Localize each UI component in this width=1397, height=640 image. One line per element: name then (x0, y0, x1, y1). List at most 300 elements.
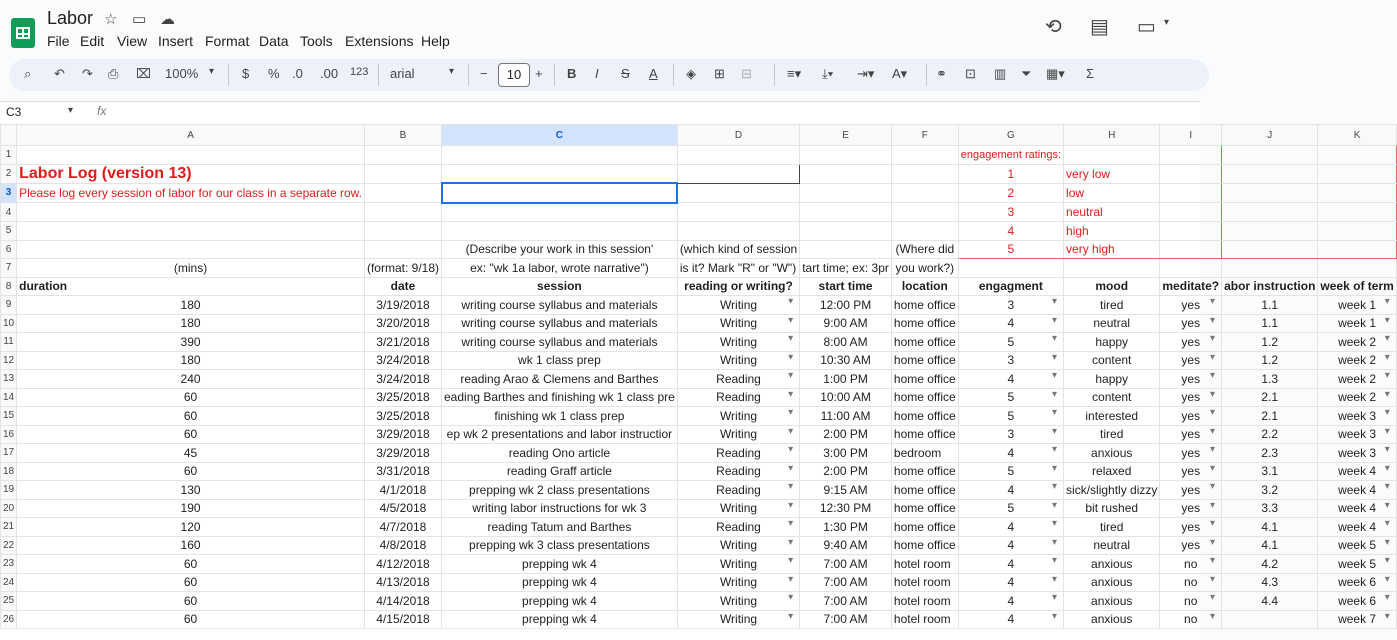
cell-f21[interactable]: home office (891, 518, 958, 537)
cell-e7[interactable]: tart time; ex: 3pr (800, 259, 892, 278)
cell-f22[interactable]: home office (891, 536, 958, 555)
zoom-chevron-icon[interactable]: ▾ (209, 66, 215, 77)
borders-icon[interactable]: ⊞ (714, 66, 725, 81)
cell-b25[interactable]: 4/14/2018 (364, 592, 441, 611)
menu-help[interactable]: Help (421, 33, 450, 49)
cell-g24[interactable]: 4 ▾ (958, 573, 1063, 592)
number-format-button[interactable]: 123 (350, 66, 369, 78)
cell-c15[interactable]: finishing wk 1 class prep (442, 407, 678, 426)
cell-i20[interactable]: yes ▾ (1160, 499, 1222, 518)
cell-b2[interactable] (364, 164, 441, 183)
cell-g10[interactable]: 4 ▾ (958, 314, 1063, 333)
cell-d5[interactable] (677, 222, 799, 241)
cell-j3[interactable] (1222, 183, 1318, 203)
cell-b12[interactable]: 3/24/2018 (364, 351, 441, 370)
cell-a16[interactable]: 60 (17, 425, 365, 444)
cell-k15[interactable]: week 3 ▾ (1318, 407, 1396, 426)
menu-insert[interactable]: Insert (158, 33, 194, 49)
cell-j24[interactable]: 4.3 (1222, 573, 1318, 592)
row-header[interactable]: 4 (1, 203, 17, 222)
cell-h14[interactable]: content (1064, 388, 1160, 407)
cell-j17[interactable]: 2.3 (1222, 444, 1318, 463)
cell-c3[interactable] (442, 183, 678, 203)
print-icon[interactable]: ⎙ (108, 66, 119, 81)
formula-input[interactable] (120, 104, 1190, 122)
name-box[interactable]: C3 (6, 105, 22, 119)
cell-j2[interactable] (1222, 164, 1318, 183)
cell-h8[interactable]: mood (1064, 277, 1160, 296)
cell-f15[interactable]: home office (891, 407, 958, 426)
cell-a25[interactable]: 60 (17, 592, 365, 611)
cell-h22[interactable]: neutral (1064, 536, 1160, 555)
cell-g22[interactable]: 4 ▾ (958, 536, 1063, 555)
cell-i3[interactable] (1160, 183, 1222, 203)
cell-d4[interactable] (677, 203, 799, 222)
cell-i7[interactable] (1160, 259, 1222, 278)
cell-a18[interactable]: 60 (17, 462, 365, 481)
cell-c5[interactable] (442, 222, 678, 241)
cell-j10[interactable]: 1.1 (1222, 314, 1318, 333)
cell-h18[interactable]: relaxed (1064, 462, 1160, 481)
row-header[interactable]: 10 (1, 314, 17, 333)
cell-k26[interactable]: week 7 ▾ (1318, 610, 1396, 629)
cell-a13[interactable]: 240 (17, 370, 365, 389)
row-header[interactable]: 8 (1, 277, 17, 296)
cell-f18[interactable]: home office (891, 462, 958, 481)
cell-e23[interactable]: 7:00 AM (800, 555, 892, 574)
cell-c9[interactable]: writing course syllabus and materials (442, 296, 678, 315)
cell-f25[interactable]: hotel room (891, 592, 958, 611)
cell-a15[interactable]: 60 (17, 407, 365, 426)
cell-j12[interactable]: 1.2 (1222, 351, 1318, 370)
cell-i22[interactable]: yes ▾ (1160, 536, 1222, 555)
cell-h13[interactable]: happy (1064, 370, 1160, 389)
cell-f8[interactable]: location (891, 277, 958, 296)
cell-h16[interactable]: tired (1064, 425, 1160, 444)
column-header-b[interactable]: B (364, 125, 441, 146)
menu-data[interactable]: Data (259, 33, 289, 49)
cell-f13[interactable]: home office (891, 370, 958, 389)
cell-b24[interactable]: 4/13/2018 (364, 573, 441, 592)
cell-d3[interactable] (677, 183, 799, 203)
text-color-icon[interactable]: A (649, 66, 658, 81)
cell-c18[interactable]: reading Graff article (442, 462, 678, 481)
row-header[interactable]: 6 (1, 240, 17, 259)
cell-i19[interactable]: yes ▾ (1160, 481, 1222, 500)
cell-g26[interactable]: 4 ▾ (958, 610, 1063, 629)
cell-e14[interactable]: 10:00 AM (800, 388, 892, 407)
cell-c24[interactable]: prepping wk 4 (442, 573, 678, 592)
cell-c10[interactable]: writing course syllabus and materials (442, 314, 678, 333)
cell-d24[interactable]: Writing ▾ (677, 573, 799, 592)
cell-g4[interactable]: 3 (958, 203, 1063, 222)
cell-h7[interactable] (1064, 259, 1160, 278)
name-box-chevron-icon[interactable]: ▾ (68, 105, 74, 116)
column-header-i[interactable]: I (1160, 125, 1222, 146)
cell-i14[interactable]: yes ▾ (1160, 388, 1222, 407)
cell-a8[interactable]: duration (17, 277, 365, 296)
increase-font-size-icon[interactable]: + (535, 66, 543, 81)
cell-b20[interactable]: 4/5/2018 (364, 499, 441, 518)
cell-a1[interactable] (17, 146, 365, 165)
cell-j7[interactable] (1222, 259, 1318, 278)
cell-d9[interactable]: Writing ▾ (677, 296, 799, 315)
redo-icon[interactable]: ↷ (82, 66, 93, 81)
row-header[interactable]: 19 (1, 481, 17, 500)
cell-k17[interactable]: week 3 ▾ (1318, 444, 1396, 463)
cell-h6[interactable]: very high (1064, 240, 1160, 259)
row-header[interactable]: 25 (1, 592, 17, 611)
font-select[interactable]: arial (390, 66, 415, 81)
cell-g19[interactable]: 4 ▾ (958, 481, 1063, 500)
cell-b19[interactable]: 4/1/2018 (364, 481, 441, 500)
cell-a14[interactable]: 60 (17, 388, 365, 407)
cell-c16[interactable]: ep wk 2 presentations and labor instructior (442, 425, 678, 444)
cell-j19[interactable]: 3.2 (1222, 481, 1318, 500)
column-header-c[interactable]: C (442, 125, 678, 146)
cell-j21[interactable]: 4.1 (1222, 518, 1318, 537)
row-header[interactable]: 12 (1, 351, 17, 370)
horizontal-align-icon[interactable]: ≡▾ (787, 66, 802, 81)
cell-h26[interactable]: anxious (1064, 610, 1160, 629)
cell-h10[interactable]: neutral (1064, 314, 1160, 333)
cell-d17[interactable]: Reading ▾ (677, 444, 799, 463)
sheets-logo-icon[interactable] (11, 18, 35, 48)
cell-a6[interactable] (17, 240, 365, 259)
cell-a26[interactable]: 60 (17, 610, 365, 629)
cell-d16[interactable]: Writing ▾ (677, 425, 799, 444)
cell-k2[interactable] (1318, 164, 1396, 183)
cell-b13[interactable]: 3/24/2018 (364, 370, 441, 389)
cell-j13[interactable]: 1.3 (1222, 370, 1318, 389)
cell-g8[interactable]: engagment (958, 277, 1063, 296)
cell-b4[interactable] (364, 203, 441, 222)
cell-g3[interactable]: 2 (958, 183, 1063, 203)
cell-j4[interactable] (1222, 203, 1318, 222)
cell-j18[interactable]: 3.1 (1222, 462, 1318, 481)
cell-d25[interactable]: Writing ▾ (677, 592, 799, 611)
cell-h20[interactable]: bit rushed (1064, 499, 1160, 518)
vertical-align-icon[interactable]: ⤓▾ (822, 66, 834, 81)
cell-k5[interactable] (1318, 222, 1396, 241)
cell-b8[interactable]: date (364, 277, 441, 296)
cell-e13[interactable]: 1:00 PM (800, 370, 892, 389)
cell-g7[interactable] (958, 259, 1063, 278)
cell-c20[interactable]: writing labor instructions for wk 3 (442, 499, 678, 518)
cell-g11[interactable]: 5 ▾ (958, 333, 1063, 352)
cell-h2[interactable]: very low (1064, 164, 1160, 183)
cell-e1[interactable] (800, 146, 892, 165)
cell-j16[interactable]: 2.2 (1222, 425, 1318, 444)
cell-k7[interactable] (1318, 259, 1396, 278)
cell-i23[interactable]: no ▾ (1160, 555, 1222, 574)
cell-i6[interactable] (1160, 240, 1222, 259)
cell-h21[interactable]: tired (1064, 518, 1160, 537)
cell-k6[interactable] (1318, 240, 1396, 259)
cell-k19[interactable]: week 4 ▾ (1318, 481, 1396, 500)
cell-k23[interactable]: week 5 ▾ (1318, 555, 1396, 574)
cell-e5[interactable] (800, 222, 892, 241)
cell-d22[interactable]: Writing ▾ (677, 536, 799, 555)
cell-g1[interactable]: engagement ratings: (958, 146, 1063, 165)
cell-e11[interactable]: 8:00 AM (800, 333, 892, 352)
cell-d13[interactable]: Reading ▾ (677, 370, 799, 389)
cell-k24[interactable]: week 6 ▾ (1318, 573, 1396, 592)
cell-j5[interactable] (1222, 222, 1318, 241)
cell-g25[interactable]: 4 ▾ (958, 592, 1063, 611)
menu-tools[interactable]: Tools (300, 33, 333, 49)
cell-a22[interactable]: 160 (17, 536, 365, 555)
cell-i16[interactable]: yes ▾ (1160, 425, 1222, 444)
cell-h25[interactable]: anxious (1064, 592, 1160, 611)
row-header[interactable]: 13 (1, 370, 17, 389)
history-icon[interactable]: ⟲ (1045, 16, 1062, 38)
cell-a9[interactable]: 180 (17, 296, 365, 315)
cell-b23[interactable]: 4/12/2018 (364, 555, 441, 574)
cell-g5[interactable]: 4 (958, 222, 1063, 241)
cell-d21[interactable]: Reading ▾ (677, 518, 799, 537)
cell-c19[interactable]: prepping wk 2 class presentations (442, 481, 678, 500)
cell-d18[interactable]: Reading ▾ (677, 462, 799, 481)
cell-j26[interactable] (1222, 610, 1318, 629)
cell-b14[interactable]: 3/25/2018 (364, 388, 441, 407)
star-icon[interactable]: ☆ (104, 11, 118, 28)
cell-e17[interactable]: 3:00 PM (800, 444, 892, 463)
cell-g2[interactable]: 1 (958, 164, 1063, 183)
cell-k20[interactable]: week 4 ▾ (1318, 499, 1396, 518)
cell-d12[interactable]: Writing ▾ (677, 351, 799, 370)
decrease-decimal-button[interactable]: .0 (292, 66, 303, 81)
cell-f3[interactable] (891, 183, 958, 203)
cell-c17[interactable]: reading Ono article (442, 444, 678, 463)
cell-j8[interactable]: abor instruction (1222, 277, 1318, 296)
cell-g15[interactable]: 5 ▾ (958, 407, 1063, 426)
row-header[interactable]: 11 (1, 333, 17, 352)
cell-e16[interactable]: 2:00 PM (800, 425, 892, 444)
row-header[interactable]: 21 (1, 518, 17, 537)
meet-icon[interactable]: ▭ (1137, 16, 1156, 38)
move-folder-icon[interactable]: ▭ (132, 11, 147, 28)
cell-f24[interactable]: hotel room (891, 573, 958, 592)
cell-i26[interactable]: no ▾ (1160, 610, 1222, 629)
doc-title[interactable]: Labor (47, 8, 94, 28)
cell-b17[interactable]: 3/29/2018 (364, 444, 441, 463)
cell-i24[interactable]: no ▾ (1160, 573, 1222, 592)
cell-e12[interactable]: 10:30 AM (800, 351, 892, 370)
cell-e21[interactable]: 1:30 PM (800, 518, 892, 537)
cell-a12[interactable]: 180 (17, 351, 365, 370)
cell-b22[interactable]: 4/8/2018 (364, 536, 441, 555)
row-header[interactable]: 26 (1, 610, 17, 629)
row-header[interactable]: 1 (1, 146, 17, 165)
cell-k12[interactable]: week 2 ▾ (1318, 351, 1396, 370)
cell-f19[interactable]: home office (891, 481, 958, 500)
cell-d6[interactable]: (which kind of session (677, 240, 799, 259)
row-header[interactable]: 9 (1, 296, 17, 315)
cell-d26[interactable]: Writing ▾ (677, 610, 799, 629)
cell-j11[interactable]: 1.2 (1222, 333, 1318, 352)
menu-extensions[interactable]: Extensions (345, 33, 414, 49)
cell-a19[interactable]: 130 (17, 481, 365, 500)
cell-h15[interactable]: interested (1064, 407, 1160, 426)
cell-g12[interactable]: 3 ▾ (958, 351, 1063, 370)
cell-f17[interactable]: bedroom (891, 444, 958, 463)
menu-view[interactable]: View (117, 33, 148, 49)
italic-icon[interactable]: I (595, 66, 599, 81)
cell-i18[interactable]: yes ▾ (1160, 462, 1222, 481)
cell-e20[interactable]: 12:30 PM (800, 499, 892, 518)
cell-h17[interactable]: anxious (1064, 444, 1160, 463)
cell-i8[interactable]: meditate? (1160, 277, 1222, 296)
cell-i11[interactable]: yes ▾ (1160, 333, 1222, 352)
font-size-input[interactable]: 10 (498, 63, 530, 87)
insert-comment-icon[interactable]: ⊡ (965, 66, 976, 81)
row-header[interactable]: 22 (1, 536, 17, 555)
cell-f12[interactable]: home office (891, 351, 958, 370)
cell-c22[interactable]: prepping wk 3 class presentations (442, 536, 678, 555)
row-header[interactable]: 5 (1, 222, 17, 241)
cell-g23[interactable]: 4 ▾ (958, 555, 1063, 574)
cell-b21[interactable]: 4/7/2018 (364, 518, 441, 537)
cell-j25[interactable]: 4.4 (1222, 592, 1318, 611)
undo-icon[interactable]: ↶ (54, 66, 65, 81)
cell-c11[interactable]: writing course syllabus and materials (442, 333, 678, 352)
cell-k3[interactable] (1318, 183, 1396, 203)
cell-i21[interactable]: yes ▾ (1160, 518, 1222, 537)
cell-j6[interactable] (1222, 240, 1318, 259)
cell-k22[interactable]: week 5 ▾ (1318, 536, 1396, 555)
column-header-f[interactable]: F (891, 125, 958, 146)
cell-f2[interactable] (891, 164, 958, 183)
row-header[interactable]: 23 (1, 555, 17, 574)
cloud-status-icon[interactable]: ☁ (160, 11, 175, 28)
cell-a3[interactable]: Please log every session of labor for our class in a separate row. (17, 183, 365, 203)
cell-d23[interactable]: Writing ▾ (677, 555, 799, 574)
functions-icon[interactable]: Σ (1086, 66, 1095, 81)
row-header[interactable]: 18 (1, 462, 17, 481)
cell-a20[interactable]: 190 (17, 499, 365, 518)
cell-g14[interactable]: 5 ▾ (958, 388, 1063, 407)
cell-j20[interactable]: 3.3 (1222, 499, 1318, 518)
filter-icon[interactable]: ⏷ (1021, 66, 1032, 81)
cell-i12[interactable]: yes ▾ (1160, 351, 1222, 370)
cell-j22[interactable]: 4.1 (1222, 536, 1318, 555)
cell-g13[interactable]: 4 ▾ (958, 370, 1063, 389)
strikethrough-icon[interactable]: S (621, 66, 630, 81)
font-chevron-icon[interactable]: ▾ (449, 66, 455, 77)
cell-k9[interactable]: week 1 ▾ (1318, 296, 1396, 315)
cell-i13[interactable]: yes ▾ (1160, 370, 1222, 389)
currency-button[interactable]: $ (242, 66, 250, 81)
merge-cells-icon[interactable]: ⊟ (741, 66, 752, 81)
cell-b9[interactable]: 3/19/2018 (364, 296, 441, 315)
cell-i9[interactable]: yes ▾ (1160, 296, 1222, 315)
cell-d7[interactable]: is it? Mark "R" or "W") (677, 259, 799, 278)
cell-a17[interactable]: 45 (17, 444, 365, 463)
cell-b26[interactable]: 4/15/2018 (364, 610, 441, 629)
cell-j14[interactable]: 2.1 (1222, 388, 1318, 407)
cell-b16[interactable]: 3/29/2018 (364, 425, 441, 444)
fill-color-icon[interactable]: ◈ (686, 66, 696, 81)
cell-e26[interactable]: 7:00 AM (800, 610, 892, 629)
cell-j23[interactable]: 4.2 (1222, 555, 1318, 574)
cell-c25[interactable]: prepping wk 4 (442, 592, 678, 611)
percent-button[interactable]: % (268, 66, 280, 81)
cell-a21[interactable]: 120 (17, 518, 365, 537)
cell-h23[interactable]: anxious (1064, 555, 1160, 574)
cell-i17[interactable]: yes ▾ (1160, 444, 1222, 463)
select-all-corner[interactable] (1, 125, 17, 146)
cell-c21[interactable]: reading Tatum and Barthes (442, 518, 678, 537)
cell-k8[interactable]: week of term (1318, 277, 1396, 296)
cell-f11[interactable]: home office (891, 333, 958, 352)
cell-c2[interactable] (442, 164, 678, 183)
cell-b7[interactable]: (format: 9/18) (364, 259, 441, 278)
cell-c12[interactable]: wk 1 class prep (442, 351, 678, 370)
menu-edit[interactable]: Edit (80, 33, 105, 49)
paint-format-icon[interactable]: ⌧ (136, 66, 151, 81)
search-icon[interactable]: ⌕ (24, 66, 32, 81)
cell-h5[interactable]: high (1064, 222, 1160, 241)
cell-g17[interactable]: 4 ▾ (958, 444, 1063, 463)
cell-b11[interactable]: 3/21/2018 (364, 333, 441, 352)
cell-b3[interactable] (364, 183, 441, 203)
cell-d2[interactable] (677, 164, 799, 183)
cell-d1[interactable] (677, 146, 799, 165)
cell-b1[interactable] (364, 146, 441, 165)
cell-f20[interactable]: home office (891, 499, 958, 518)
cell-e10[interactable]: 9:00 AM (800, 314, 892, 333)
cell-e25[interactable]: 7:00 AM (800, 592, 892, 611)
cell-c1[interactable] (442, 146, 678, 165)
cell-f1[interactable] (891, 146, 958, 165)
menu-format[interactable]: Format (205, 33, 250, 49)
cell-a7[interactable]: (mins) (17, 259, 365, 278)
cell-e4[interactable] (800, 203, 892, 222)
row-header[interactable]: 17 (1, 444, 17, 463)
cell-b5[interactable] (364, 222, 441, 241)
row-header[interactable]: 2 (1, 164, 17, 183)
cell-f7[interactable]: you work?) (891, 259, 958, 278)
cell-k1[interactable] (1318, 146, 1396, 165)
cell-d14[interactable]: Reading ▾ (677, 388, 799, 407)
cell-d8[interactable]: reading or writing? (677, 277, 799, 296)
cell-c26[interactable]: prepping wk 4 (442, 610, 678, 629)
cell-f14[interactable]: home office (891, 388, 958, 407)
row-header[interactable]: 24 (1, 573, 17, 592)
cell-a5[interactable] (17, 222, 365, 241)
cell-e8[interactable]: start time (800, 277, 892, 296)
cell-e9[interactable]: 12:00 PM (800, 296, 892, 315)
cell-k18[interactable]: week 4 ▾ (1318, 462, 1396, 481)
cell-b15[interactable]: 3/25/2018 (364, 407, 441, 426)
cell-c6[interactable]: (Describe your work in this session' (442, 240, 678, 259)
cell-g20[interactable]: 5 ▾ (958, 499, 1063, 518)
cell-c8[interactable]: session (442, 277, 678, 296)
cell-f26[interactable]: hotel room (891, 610, 958, 629)
menu-file[interactable]: File (47, 33, 70, 49)
cell-a24[interactable]: 60 (17, 573, 365, 592)
cell-h1[interactable] (1064, 146, 1160, 165)
column-header-d[interactable]: D (677, 125, 799, 146)
column-header-a[interactable]: A (17, 125, 365, 146)
cell-k16[interactable]: week 3 ▾ (1318, 425, 1396, 444)
cell-c13[interactable]: reading Arao & Clemens and Barthes (442, 370, 678, 389)
cell-g16[interactable]: 3 ▾ (958, 425, 1063, 444)
cell-f4[interactable] (891, 203, 958, 222)
cell-e18[interactable]: 2:00 PM (800, 462, 892, 481)
cell-k4[interactable] (1318, 203, 1396, 222)
